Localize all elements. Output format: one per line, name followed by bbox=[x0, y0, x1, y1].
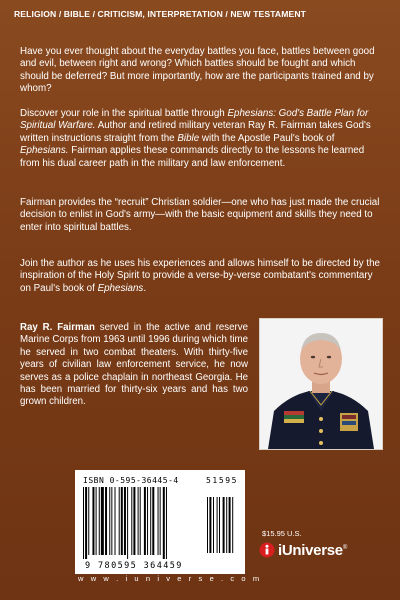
publisher-name-text: iUniverse bbox=[278, 541, 343, 559]
barcode-bar bbox=[163, 487, 165, 559]
barcode-bar bbox=[105, 487, 107, 555]
ean-digits: 9 780595 364459 bbox=[85, 561, 183, 571]
addon-bar bbox=[223, 497, 225, 553]
barcode-bar bbox=[83, 487, 84, 559]
barcode-bar bbox=[150, 487, 151, 555]
barcode-bar bbox=[85, 487, 87, 559]
text-span: Author and retired military veteran Ray R. Fairman takes God's written instructions straight from the bbox=[20, 120, 371, 144]
addon-bar bbox=[219, 497, 220, 553]
publisher-logo bbox=[259, 540, 369, 560]
barcode-bar bbox=[152, 487, 154, 555]
barcode-bar bbox=[133, 487, 135, 555]
barcode-bar bbox=[127, 487, 128, 559]
addon-bar bbox=[213, 497, 214, 553]
text-span: . bbox=[143, 282, 147, 294]
publisher-name bbox=[278, 542, 347, 559]
addon-bar bbox=[229, 497, 231, 553]
author-bio bbox=[20, 322, 248, 409]
bible-title: Bible bbox=[177, 132, 200, 144]
author-portrait-image bbox=[260, 319, 382, 449]
barcode-bar bbox=[158, 487, 159, 555]
barcode-bar bbox=[138, 487, 139, 555]
barcode-bar bbox=[166, 487, 167, 559]
ephesians-title: Ephesians. bbox=[20, 145, 69, 157]
description-paragraph bbox=[20, 108, 380, 170]
category-line: RELIGION / BIBLE / CRITICISM, INTERPRETATION / NEW TESTAMENT bbox=[14, 9, 306, 19]
barcode-bar bbox=[160, 487, 161, 555]
barcode-bar bbox=[99, 487, 100, 555]
barcode-bar bbox=[140, 487, 141, 555]
text-span: Fairman applies these commands directly to the lessons he learned from his dual career path in the military and law enforcement. bbox=[20, 145, 365, 169]
barcode-bar bbox=[144, 487, 146, 555]
text-span: Join the author as he uses his experiences and allows himself to be directed by the inspiration of the Holy Spirit to provide a verse-by-verse combatant's commentary on Paul's book of bbox=[20, 258, 380, 294]
recruit-paragraph: Fairman provides the “recruit” Christian soldier—one who has just made the crucial decision to enlist in God's army—with the basic equipment and skills they need to enter into spiritual battles. bbox=[20, 197, 380, 233]
barcode-bar bbox=[147, 487, 148, 555]
closing-paragraph bbox=[20, 258, 380, 295]
trademark-symbol: ® bbox=[342, 544, 347, 551]
author-photo bbox=[259, 318, 383, 450]
isbn-text: ISBN 0-595-36445-4 bbox=[83, 476, 179, 485]
barcode-panel bbox=[75, 470, 245, 574]
book-title: Ephesians: God's Battle Plan for Spiritual Warfare. bbox=[20, 108, 369, 132]
addon-bar bbox=[209, 497, 211, 553]
barcode-bar bbox=[92, 487, 94, 555]
addon-bar bbox=[232, 497, 233, 553]
barcode-bar bbox=[131, 487, 132, 555]
price-addon-digits: 51595 bbox=[206, 476, 239, 485]
price-label: $15.95 U.S. bbox=[262, 529, 302, 538]
addon-bar bbox=[226, 497, 227, 553]
barcode-bar bbox=[101, 487, 104, 555]
barcode-bar bbox=[96, 487, 97, 555]
barcode-bar bbox=[111, 487, 112, 555]
barcode-bars bbox=[81, 487, 239, 561]
publisher-url: w w w . i u n i v e r s e . c o m bbox=[78, 574, 262, 583]
barcode-bar bbox=[88, 487, 89, 555]
addon-bar bbox=[207, 497, 208, 553]
author-bio-text: served in the active and reserve Marine Corps from 1963 until 1996 during which time he served in two combat theaters. With thirty-five years of civilian law enforcement service, he now serves as a police chaplain in northeast Georgia. He has been married for thirty-six years and has two grown children. bbox=[20, 322, 249, 408]
barcode-bar bbox=[124, 487, 126, 555]
barcode-bar bbox=[109, 487, 110, 555]
text-span: Discover your role in the spiritual battle through bbox=[20, 108, 228, 119]
intro-paragraph: Have you ever thought about the everyday battles you face, battles between good and evil, between right and wrong? Which battles should be fought and which should be deferred? But more importantly, how are the participants trained and by whom? bbox=[20, 46, 375, 95]
author-name: Ray R. Fairman bbox=[20, 322, 95, 333]
ephesians-title: Ephesians bbox=[97, 282, 144, 294]
barcode-bar bbox=[115, 487, 116, 555]
addon-bar bbox=[217, 497, 218, 553]
barcode-bar bbox=[121, 487, 123, 555]
text-span: with the Apostle Paul's book of bbox=[199, 132, 335, 144]
iuniverse-logo-icon bbox=[259, 542, 275, 558]
barcode-bar bbox=[119, 487, 120, 555]
